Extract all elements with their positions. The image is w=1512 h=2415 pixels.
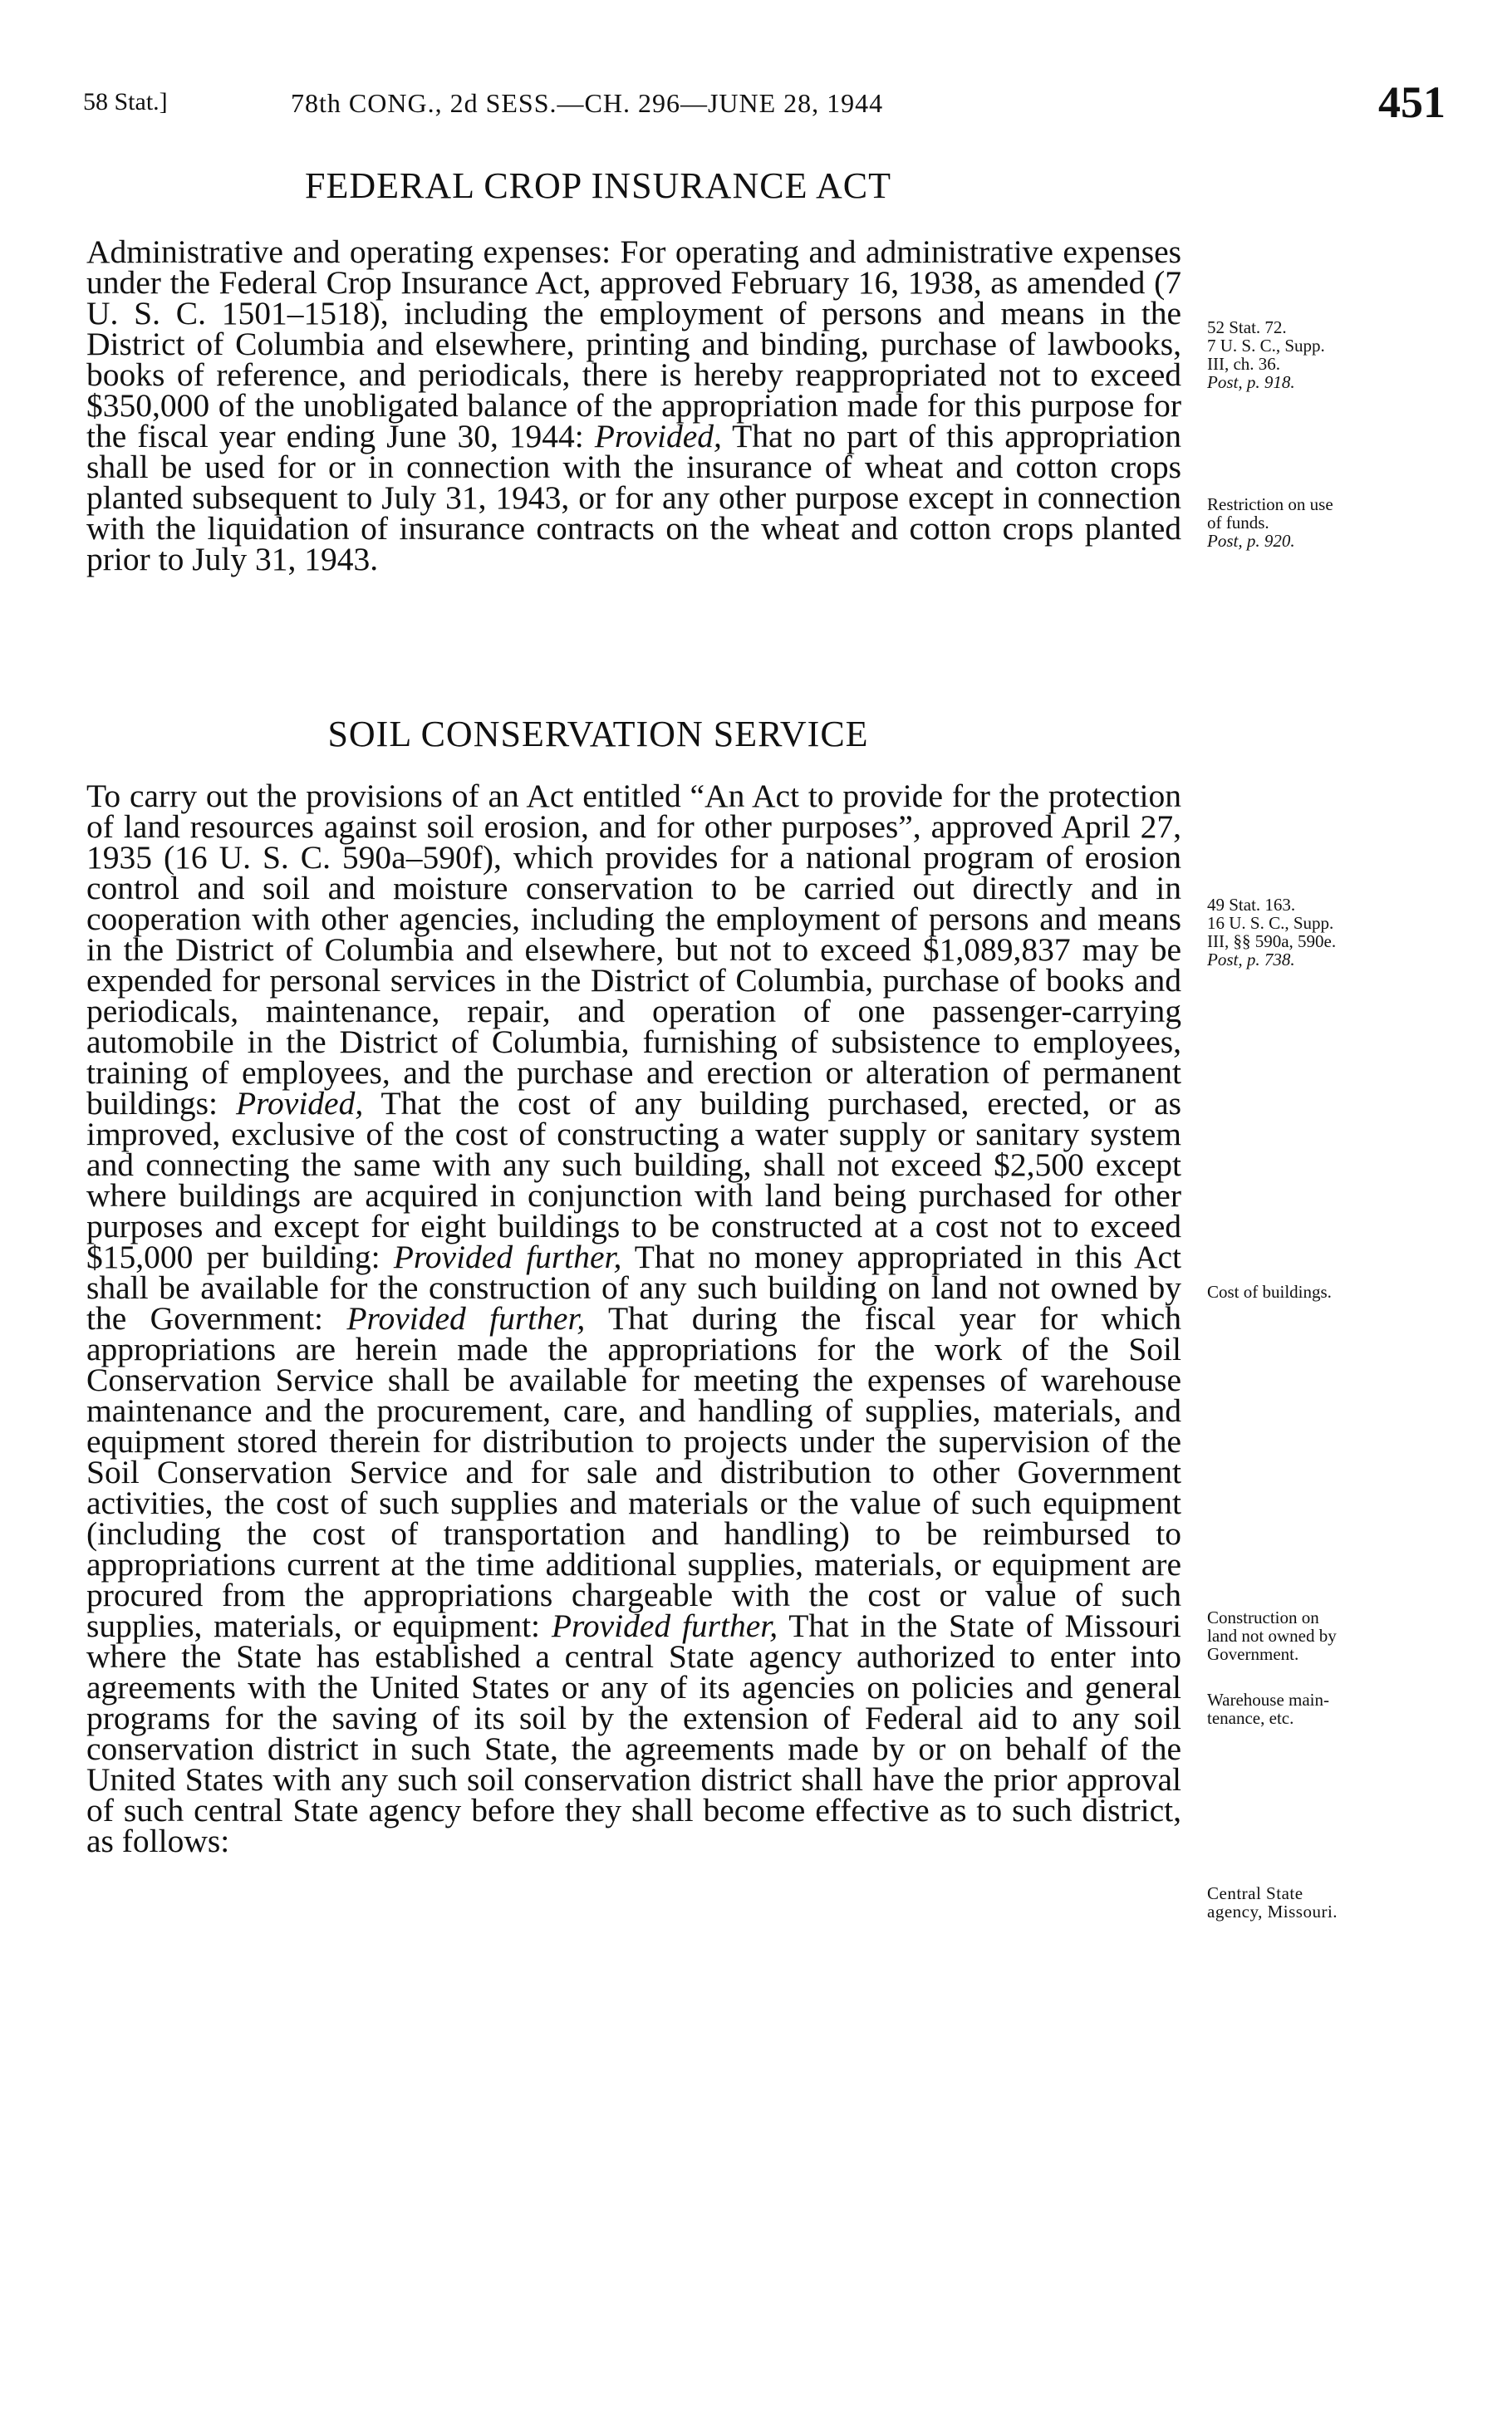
marginal-note <box>1207 318 1456 391</box>
marginal-note <box>1207 1884 1456 1921</box>
marginal-note-line: 52 Stat. 72. <box>1207 317 1287 337</box>
marginal-note <box>1207 1283 1456 1301</box>
page-number: 451 <box>1378 77 1446 127</box>
marginal-note-line: land not owned by <box>1207 1626 1337 1646</box>
text-run: That the cost of any building purchased, erected, or as improved, exclusive of the cost of constructing a water supply or sanitary system and connecting the same with any such building, shall not exceed $2,500 except where buildings are acquired in conjunction with land being purchased for other purposes and except for eight buildings to be constructed at a cost not to exceed $15,000 per building: <box>86 1085 1181 1275</box>
marginal-note <box>1207 1691 1456 1727</box>
text-run: That no part of this appropriation shall be used for or in connection with the insurance of wheat and cotton crops planted subsequent to July 31, 1943, or for any other purpose except in connection with the liquidation of insurance contracts on the wheat and cotton crops planted prior to July 31, 1943. <box>86 418 1181 577</box>
text-run: To carry out the provisions of an Act entitled “An Act to provide for the protection of land resources against soil erosion, and for other purposes”, approved April 27, 1935 (16 U. S. C. 590a–590f), which provides for a national program of erosion control and soil and moisture conservation to be carried out directly and in cooperation with other agencies, including the employment of persons and means in the District of Columbia and elsewhere, but not to exceed $1,089,837 may be expended for personal services in the District of Columbia, purchase of books and periodicals, maintenance, repair, and operation of one passenger-carrying automobile in the District of Columbia, furnishing of subsistence to employees, training of employees, and the purchase and erection or alteration of permanent buildings: <box>86 778 1181 1122</box>
volume-citation: 58 Stat.] <box>83 88 168 115</box>
marginal-note-line: III, §§ 590a, 590e. <box>1207 931 1337 951</box>
marginal-note-line: Government. <box>1207 1644 1299 1664</box>
text-run: That in the State of Missouri where the State has established a central State agency authorized to enter into agreements with the United States or any of its agencies on policies and general programs for the saving of its soil by the extension of Federal aid to any soil conservation district in such State, the agreements made by or on behalf of the United States with any such soil conservation district shall have the prior approval of such central State agency before they shall become effective as to such district, as follows: <box>86 1608 1182 1859</box>
marginal-note <box>1207 495 1456 550</box>
marginal-note <box>1207 1608 1456 1663</box>
paragraph <box>86 233 1181 577</box>
proviso-italic: Provided further, <box>551 1608 778 1644</box>
proviso-italic: Provided, <box>594 418 722 454</box>
marginal-note-line: 49 Stat. 163. <box>1207 895 1296 915</box>
marginal-note-line: of funds. <box>1207 513 1269 533</box>
marginal-note-line: Cost of buildings. <box>1207 1282 1332 1302</box>
text-run: That during the fiscal year for which appropriations are herein made the appropriations for the work of the Soil Conservation Service shall be available for meeting the expenses of warehouse maintenance and the procurement, care, and handling of supplies, materials, and equipment stored therein for distribution to projects under the supervision of the Soil Conservation Service and for sale and distribution to other Government activities, the cost of such supplies and materials or the value of such equipment (including the cost of transportation and handling) to be reimbursed to appropriations current at the time additional supplies, materials, or equipment are procured from the appropriations chargeable with the cost or value of such supplies, materials, or equipment: <box>86 1300 1181 1644</box>
section-heading-crop-insurance: FEDERAL CROP INSURANCE ACT <box>304 165 892 206</box>
marginal-note-line: Central State <box>1207 1883 1303 1903</box>
marginal-note-line: Construction on <box>1207 1608 1319 1627</box>
marginal-note-line: III, ch. 36. <box>1207 354 1281 374</box>
marginal-note-line: Restriction on use <box>1207 494 1333 514</box>
marginal-note-post: Post, p. 738. <box>1207 950 1295 969</box>
section-body-soil-conservation <box>86 778 1182 1859</box>
running-head <box>83 76 1446 126</box>
paragraph <box>86 778 1182 1859</box>
marginal-note-line: 16 U. S. C., Supp. <box>1207 913 1334 933</box>
session-line: 78th CONG., 2d SESS.—CH. 296—JUNE 28, 1944 <box>291 88 884 118</box>
marginal-note-line: 7 U. S. C., Supp. <box>1207 336 1325 356</box>
marginal-note-post: Post, p. 920. <box>1207 531 1295 551</box>
proviso-italic: Provided further, <box>346 1300 586 1337</box>
marginal-note-line: tenance, etc. <box>1207 1708 1294 1728</box>
proviso-italic: Provided, <box>236 1085 364 1122</box>
marginal-note-line: Warehouse main- <box>1207 1690 1329 1710</box>
section-body-crop-insurance <box>86 233 1181 577</box>
marginal-note <box>1207 896 1456 969</box>
section-heading-soil-conservation: SOIL CONSERVATION SERVICE <box>327 714 869 754</box>
marginal-note-post: Post, p. 918. <box>1207 372 1295 392</box>
proviso-italic: Provided further, <box>393 1239 622 1275</box>
marginal-note-line: agency, Missouri. <box>1207 1902 1338 1922</box>
text-run: That no money appropriated in this Act shall be available for the construction of any such building on land not owned by the Government: <box>86 1239 1181 1337</box>
text-run: Administrative and operating expenses: For operating and administrative expenses under the Federal Crop Insurance Act, approved February 16, 1938, as amended (7 U. S. C. 1501–1518), including the employment of persons and means in the District of Columbia and elsewhere, printing and binding, purchase of lawbooks, books of reference, and periodicals, there is hereby reappropriated not to exceed $350,000 of the unobligated balance of the appropriation made for this purpose for the fiscal year ending June 30, 1944: <box>86 233 1181 454</box>
